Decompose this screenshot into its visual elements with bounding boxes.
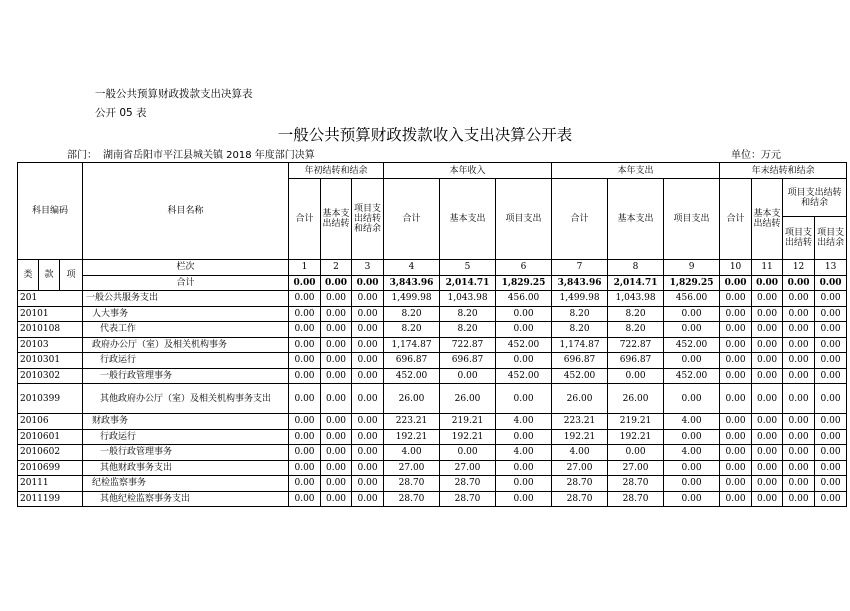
row-value: 0.00 <box>752 460 783 476</box>
row-value: 26.00 <box>608 384 664 414</box>
row-code: 2010601 <box>18 429 83 445</box>
header-group-income: 本年收入 <box>384 163 552 179</box>
total-value: 0.00 <box>289 275 321 291</box>
row-value: 0.00 <box>783 429 815 445</box>
row-value: 0.00 <box>720 445 752 461</box>
row-code: 2010699 <box>18 460 83 476</box>
row-value: 0.00 <box>289 491 321 507</box>
row-value: 4.00 <box>496 414 552 430</box>
total-value: 0.00 <box>752 275 783 291</box>
table-row <box>18 322 847 338</box>
row-value: 0.00 <box>352 460 384 476</box>
row-value: 0.00 <box>815 353 847 369</box>
row-value: 0.00 <box>783 460 815 476</box>
column-number: 1 <box>289 260 321 276</box>
total-value: 3,843.96 <box>552 275 608 291</box>
row-value: 0.00 <box>289 337 321 353</box>
row-value: 1,499.98 <box>552 291 608 307</box>
row-value: 0.00 <box>352 491 384 507</box>
row-value: 0.00 <box>664 322 720 338</box>
department-line <box>67 146 321 161</box>
row-value: 27.00 <box>440 460 496 476</box>
header-end-project-carry: 项目支出结转 <box>783 217 815 260</box>
column-number: 3 <box>352 260 384 276</box>
row-value: 8.20 <box>608 322 664 338</box>
row-value: 0.00 <box>321 414 352 430</box>
column-number: 5 <box>440 260 496 276</box>
budget-table <box>17 162 847 507</box>
row-value: 0.00 <box>496 353 552 369</box>
row-value: 0.00 <box>289 476 321 492</box>
row-name: 一般公共服务支出 <box>83 291 289 307</box>
row-name: 其他纪检监察事务支出 <box>83 491 289 507</box>
row-value: 1,174.87 <box>384 337 440 353</box>
header-lei: 类 <box>18 260 39 291</box>
unit-label: 单位：万元 <box>731 150 781 161</box>
row-value: 452.00 <box>384 368 440 384</box>
row-value: 1,043.98 <box>608 291 664 307</box>
table-row <box>18 414 847 430</box>
row-value: 0.00 <box>664 429 720 445</box>
header-group-end: 年末结转和结余 <box>720 163 847 179</box>
row-value: 26.00 <box>440 384 496 414</box>
header-end-project-group: 项目支出结转和结余 <box>783 179 847 217</box>
row-value: 4.00 <box>664 445 720 461</box>
row-value: 0.00 <box>352 368 384 384</box>
row-value: 0.00 <box>752 291 783 307</box>
row-value: 0.00 <box>752 476 783 492</box>
column-number: 7 <box>552 260 608 276</box>
row-value: 0.00 <box>752 429 783 445</box>
row-value: 28.70 <box>608 491 664 507</box>
total-value: 1,829.25 <box>664 275 720 291</box>
header-end-total: 合计 <box>720 179 752 260</box>
row-value: 0.00 <box>752 322 783 338</box>
row-value: 0.00 <box>289 414 321 430</box>
row-value: 0.00 <box>783 291 815 307</box>
total-value: 3,843.96 <box>384 275 440 291</box>
row-value: 28.70 <box>440 476 496 492</box>
row-value: 0.00 <box>289 291 321 307</box>
row-value: 0.00 <box>815 291 847 307</box>
row-code: 2011199 <box>18 491 83 507</box>
header-end-project-surplus: 项目支出结余 <box>815 217 847 260</box>
row-value: 0.00 <box>752 306 783 322</box>
row-value: 28.70 <box>552 491 608 507</box>
row-name: 一般行政管理事务 <box>83 368 289 384</box>
column-number: 4 <box>384 260 440 276</box>
row-name: 人大事务 <box>83 306 289 322</box>
row-value: 0.00 <box>289 460 321 476</box>
row-code: 20101 <box>18 306 83 322</box>
row-value: 0.00 <box>720 491 752 507</box>
row-value: 0.00 <box>321 368 352 384</box>
row-value: 0.00 <box>720 353 752 369</box>
row-value: 1,499.98 <box>384 291 440 307</box>
row-code: 201 <box>18 291 83 307</box>
row-value: 0.00 <box>440 368 496 384</box>
row-value: 192.21 <box>384 429 440 445</box>
table-row <box>18 384 847 414</box>
row-name: 行政运行 <box>83 429 289 445</box>
total-value: 0.00 <box>783 275 815 291</box>
row-value: 0.00 <box>783 368 815 384</box>
row-value: 0.00 <box>720 414 752 430</box>
row-value: 0.00 <box>783 337 815 353</box>
row-value: 28.70 <box>552 476 608 492</box>
table-row <box>18 337 847 353</box>
row-value: 0.00 <box>352 476 384 492</box>
row-value: 0.00 <box>815 429 847 445</box>
row-value: 0.00 <box>720 384 752 414</box>
row-value: 0.00 <box>321 353 352 369</box>
row-value: 0.00 <box>815 476 847 492</box>
row-value: 0.00 <box>440 445 496 461</box>
row-code: 20103 <box>18 337 83 353</box>
row-value: 0.00 <box>783 384 815 414</box>
row-value: 0.00 <box>664 460 720 476</box>
row-value: 0.00 <box>321 429 352 445</box>
row-value: 0.00 <box>720 460 752 476</box>
row-value: 0.00 <box>752 491 783 507</box>
row-value: 223.21 <box>552 414 608 430</box>
row-code: 2010302 <box>18 368 83 384</box>
header-name: 科目名称 <box>83 163 289 260</box>
header-income-basic: 基本支出 <box>440 179 496 260</box>
row-value: 452.00 <box>552 368 608 384</box>
row-value: 0.00 <box>289 306 321 322</box>
table-row <box>18 491 847 507</box>
row-value: 0.00 <box>321 384 352 414</box>
row-value: 0.00 <box>608 445 664 461</box>
row-name: 代表工作 <box>83 322 289 338</box>
row-value: 0.00 <box>815 414 847 430</box>
row-value: 192.21 <box>608 429 664 445</box>
row-value: 0.00 <box>496 306 552 322</box>
row-value: 722.87 <box>440 337 496 353</box>
row-value: 0.00 <box>321 460 352 476</box>
page-title: 一般公共预算财政拨款收入支出决算公开表 <box>277 126 573 144</box>
row-value: 0.00 <box>289 353 321 369</box>
row-value: 8.20 <box>384 306 440 322</box>
row-value: 0.00 <box>321 322 352 338</box>
row-code: 2010399 <box>18 384 83 414</box>
row-value: 0.00 <box>321 306 352 322</box>
table-row <box>18 291 847 307</box>
header-expense-project: 项目支出 <box>664 179 720 260</box>
row-code: 20106 <box>18 414 83 430</box>
row-value: 0.00 <box>289 384 321 414</box>
table-row <box>18 306 847 322</box>
row-value: 0.00 <box>321 491 352 507</box>
row-value: 0.00 <box>352 291 384 307</box>
row-value: 0.00 <box>289 322 321 338</box>
row-value: 0.00 <box>783 353 815 369</box>
row-name: 政府办公厅（室）及相关机构事务 <box>83 337 289 353</box>
row-value: 0.00 <box>664 476 720 492</box>
row-name: 其他财政事务支出 <box>83 460 289 476</box>
header-begin-basic: 基本支出结转 <box>321 179 352 260</box>
row-value: 0.00 <box>496 491 552 507</box>
row-value: 192.21 <box>440 429 496 445</box>
total-value: 0.00 <box>720 275 752 291</box>
row-value: 696.87 <box>440 353 496 369</box>
row-value: 0.00 <box>815 368 847 384</box>
table-row <box>18 445 847 461</box>
total-value: 0.00 <box>352 275 384 291</box>
row-value: 4.00 <box>496 445 552 461</box>
row-value: 0.00 <box>752 384 783 414</box>
row-value: 0.00 <box>321 291 352 307</box>
row-value: 0.00 <box>783 476 815 492</box>
row-value: 0.00 <box>783 306 815 322</box>
table-row <box>18 353 847 369</box>
row-name: 纪检监察事务 <box>83 476 289 492</box>
column-number: 12 <box>783 260 815 276</box>
row-value: 28.70 <box>384 476 440 492</box>
row-value: 696.87 <box>608 353 664 369</box>
row-value: 0.00 <box>752 353 783 369</box>
row-value: 4.00 <box>552 445 608 461</box>
row-value: 219.21 <box>440 414 496 430</box>
row-value: 456.00 <box>664 291 720 307</box>
row-value: 0.00 <box>289 445 321 461</box>
row-value: 0.00 <box>496 429 552 445</box>
row-value: 0.00 <box>783 445 815 461</box>
row-value: 0.00 <box>752 445 783 461</box>
row-value: 28.70 <box>440 491 496 507</box>
row-value: 28.70 <box>608 476 664 492</box>
row-value: 0.00 <box>720 368 752 384</box>
row-value: 8.20 <box>608 306 664 322</box>
row-value: 0.00 <box>752 414 783 430</box>
row-value: 0.00 <box>783 491 815 507</box>
row-value: 1,043.98 <box>440 291 496 307</box>
table-row <box>18 368 847 384</box>
row-value: 4.00 <box>664 414 720 430</box>
header-group-begin: 年初结转和结余 <box>289 163 384 179</box>
header-end-basic: 基本支出结转 <box>752 179 783 260</box>
row-value: 0.00 <box>664 306 720 322</box>
row-value: 0.00 <box>664 353 720 369</box>
row-value: 8.20 <box>552 306 608 322</box>
lanci-label: 栏次 <box>83 260 289 276</box>
row-value: 1,174.87 <box>552 337 608 353</box>
header-kuan: 款 <box>39 260 60 291</box>
row-value: 696.87 <box>384 353 440 369</box>
header-begin-total: 合计 <box>289 179 321 260</box>
row-value: 0.00 <box>815 445 847 461</box>
row-value: 0.00 <box>321 476 352 492</box>
header-expense-total: 合计 <box>552 179 608 260</box>
total-value: 0.00 <box>321 275 352 291</box>
row-value: 26.00 <box>384 384 440 414</box>
department-label: 部门： <box>67 150 97 161</box>
row-value: 0.00 <box>352 353 384 369</box>
row-value: 219.21 <box>608 414 664 430</box>
column-number: 8 <box>608 260 664 276</box>
row-value: 0.00 <box>783 414 815 430</box>
row-value: 0.00 <box>815 337 847 353</box>
row-value: 8.20 <box>552 322 608 338</box>
row-value: 0.00 <box>664 384 720 414</box>
row-value: 0.00 <box>352 322 384 338</box>
row-value: 0.00 <box>352 337 384 353</box>
header-income-project: 项目支出 <box>496 179 552 260</box>
header-code: 科目编码 <box>18 163 83 260</box>
total-value: 0.00 <box>815 275 847 291</box>
column-number: 10 <box>720 260 752 276</box>
total-label: 合计 <box>83 275 289 291</box>
row-value: 0.00 <box>752 368 783 384</box>
row-value: 8.20 <box>384 322 440 338</box>
row-value: 722.87 <box>608 337 664 353</box>
row-value: 0.00 <box>720 322 752 338</box>
row-value: 0.00 <box>720 337 752 353</box>
row-name: 财政事务 <box>83 414 289 430</box>
row-value: 0.00 <box>608 368 664 384</box>
row-value: 0.00 <box>815 491 847 507</box>
row-value: 456.00 <box>496 291 552 307</box>
header-expense-basic: 基本支出 <box>608 179 664 260</box>
row-value: 27.00 <box>384 460 440 476</box>
header-income-total: 合计 <box>384 179 440 260</box>
row-value: 27.00 <box>552 460 608 476</box>
row-value: 452.00 <box>496 337 552 353</box>
row-value: 696.87 <box>552 353 608 369</box>
row-value: 0.00 <box>352 384 384 414</box>
row-value: 0.00 <box>720 306 752 322</box>
row-value: 0.00 <box>496 384 552 414</box>
row-value: 223.21 <box>384 414 440 430</box>
header-xiang: 项 <box>60 260 83 291</box>
doc-code: 公开 05 表 <box>95 107 147 119</box>
row-value: 0.00 <box>720 429 752 445</box>
row-value: 28.70 <box>384 491 440 507</box>
row-value: 0.00 <box>815 322 847 338</box>
row-value: 0.00 <box>815 384 847 414</box>
total-value: 1,829.25 <box>496 275 552 291</box>
row-value: 452.00 <box>496 368 552 384</box>
row-name: 行政运行 <box>83 353 289 369</box>
row-value: 8.20 <box>440 306 496 322</box>
column-number: 13 <box>815 260 847 276</box>
column-number: 9 <box>664 260 720 276</box>
row-value: 0.00 <box>720 476 752 492</box>
row-value: 0.00 <box>752 337 783 353</box>
row-value: 8.20 <box>440 322 496 338</box>
row-code: 2010108 <box>18 322 83 338</box>
row-value: 192.21 <box>552 429 608 445</box>
department-name: 湖南省岳阳市平江县城关镇 2018 年度部门决算 <box>103 150 315 161</box>
table-row <box>18 476 847 492</box>
row-value: 0.00 <box>289 429 321 445</box>
row-value: 0.00 <box>815 306 847 322</box>
total-value: 2,014.71 <box>608 275 664 291</box>
row-code: 2010301 <box>18 353 83 369</box>
table-row <box>18 429 847 445</box>
row-value: 0.00 <box>783 322 815 338</box>
row-value: 0.00 <box>352 429 384 445</box>
header-begin-project: 项目支出结转和结余 <box>352 179 384 260</box>
row-value: 452.00 <box>664 368 720 384</box>
row-value: 0.00 <box>496 322 552 338</box>
total-value: 2,014.71 <box>440 275 496 291</box>
row-value: 0.00 <box>720 291 752 307</box>
row-value: 0.00 <box>321 337 352 353</box>
doc-name: 一般公共预算财政拨款支出决算表 <box>95 88 253 100</box>
row-value: 0.00 <box>815 460 847 476</box>
row-code: 2010602 <box>18 445 83 461</box>
row-value: 0.00 <box>352 445 384 461</box>
row-value: 4.00 <box>384 445 440 461</box>
row-code: 20111 <box>18 476 83 492</box>
row-name: 一般行政管理事务 <box>83 445 289 461</box>
column-number: 2 <box>321 260 352 276</box>
column-number: 6 <box>496 260 552 276</box>
row-value: 0.00 <box>496 476 552 492</box>
row-value: 452.00 <box>664 337 720 353</box>
table-row <box>18 460 847 476</box>
row-value: 0.00 <box>289 368 321 384</box>
row-value: 0.00 <box>664 491 720 507</box>
row-value: 26.00 <box>552 384 608 414</box>
row-name: 其他政府办公厅（室）及相关机构事务支出 <box>83 384 289 414</box>
row-value: 0.00 <box>321 445 352 461</box>
row-value: 0.00 <box>496 460 552 476</box>
column-number: 11 <box>752 260 783 276</box>
row-value: 27.00 <box>608 460 664 476</box>
row-value: 0.00 <box>352 414 384 430</box>
header-group-expense: 本年支出 <box>552 163 720 179</box>
row-value: 0.00 <box>352 306 384 322</box>
